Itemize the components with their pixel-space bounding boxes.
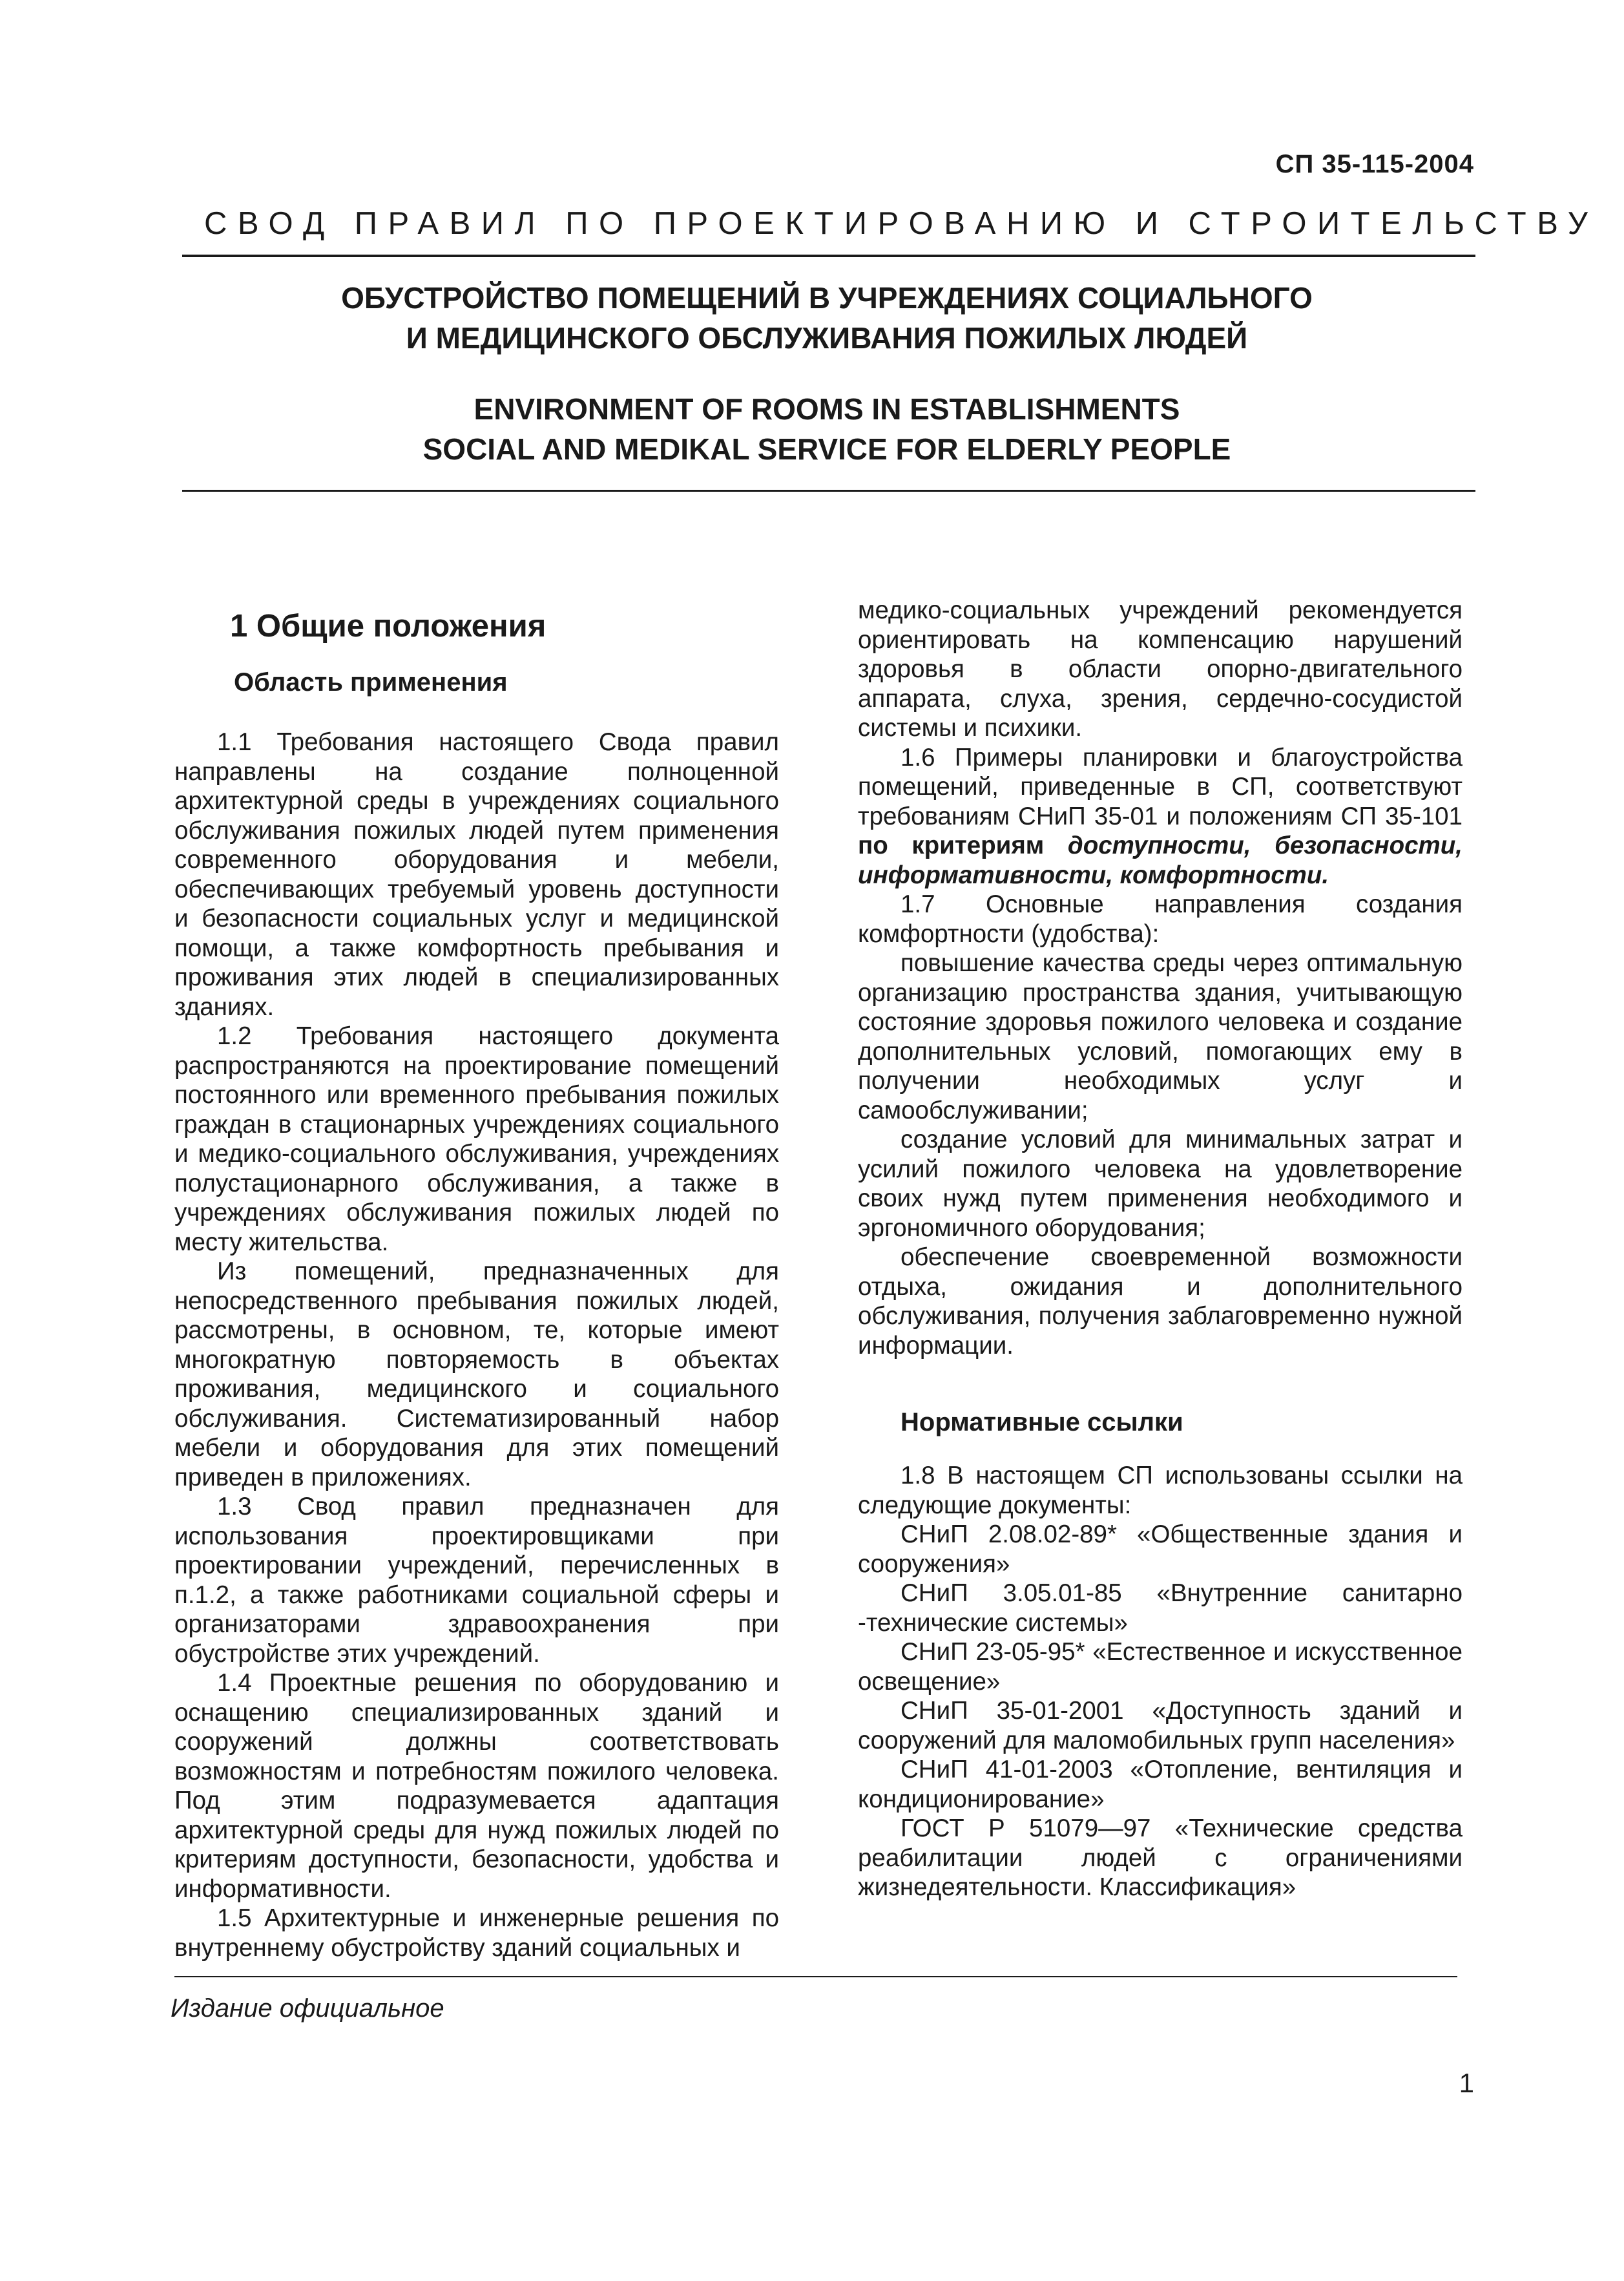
right-column — [858, 596, 1463, 1902]
reference-item: ГОСТ Р 51079—97 «Технические средства реабилитации людей с ограничениями жизнедеятельности. Классификация» — [858, 1814, 1463, 1901]
reference-item: СНиП 3.05.01-85 «Внутренние санитарно -технические системы» — [858, 1579, 1463, 1637]
footer-rule — [174, 1976, 1457, 1977]
paragraph-1-1: 1.1 Требования настоящего Свода правил направлены на создание полноценной архитектурной среды в учреждениях социального обслуживания пожилых людей путем применения современного оборудования и мебели, обеспечивающих требуемый уровень доступности и безопасности социальных услуг и медицинской помощи, а также комфортность пребывания и проживания этих людей в специализированных зданиях. — [174, 728, 779, 1021]
paragraph-1-2: 1.2 Требования настоящего документа распространяются на проектирование помещений постоянного или временного пребывания пожилых граждан в стационарных учреждениях социального и медико-социального обслуживания, учреждениях полустационарного обслуживания, а также в учреждениях обслуживания пожилых людей по месту жительства. — [174, 1022, 779, 1256]
reference-item: СНиП 35-01-2001 «Доступность зданий и сооружений для маломобильных групп населения» — [858, 1697, 1463, 1754]
series-title: СВОД ПРАВИЛ ПО ПРОЕКТИРОВАНИЮ И СТРОИТЕЛЬСТВУ — [204, 206, 1599, 241]
paragraph-1-6-text: 1.6 Примеры планировки и благоустройства помещений, приведенные в СП, соответствуют требованиям СНиП 35-01 и положениям СП 35-101 — [858, 743, 1463, 830]
reference-item: СНиП 41-01-2003 «Отопление, вентиляция и кондиционирование» — [858, 1756, 1463, 1813]
direction-item-2: создание условий для минимальных затрат и усилий пожилого человека на удовлетворение своих нужд путем применения необходимого и эргономичного оборудования; — [858, 1126, 1463, 1242]
paragraph-1-6 — [858, 743, 1463, 890]
paragraph-rooms: Из помещений, предназначенных для непосредственного пребывания пожилых людей, рассмотрены, в основном, те, которые имеют многократную повторяемость в объектах проживания, медицинского и социального обслуживания. Систематизированный набор мебели и оборудования для этих помещений приведен в приложениях. — [174, 1257, 779, 1491]
reference-item: СНиП 23-05-95* «Естественное и искусственное освещение» — [858, 1638, 1463, 1696]
paragraph-1-6-criteria: доступности, безопасности, информативности, комфортности. — [858, 832, 1463, 889]
paragraph-1-6-prefix: по критериям — [858, 832, 1045, 859]
official-edition-note: Издание официальное — [171, 1994, 444, 2023]
title-ru-line-1: ОБУСТРОЙСТВО ПОМЕЩЕНИЙ В УЧРЕЖДЕНИЯХ СОЦИАЛЬНОГО — [341, 281, 1313, 315]
paragraph-1-5: 1.5 Архитектурные и инженерные решения по внутреннему обустройству зданий социальных и — [174, 1904, 779, 1962]
reference-item: СНиП 2.08.02-89* «Общественные здания и сооружения» — [858, 1520, 1463, 1578]
section-heading: 1 Общие положения — [230, 609, 547, 644]
paragraph-1-5-continued: медико-социальных учреждений рекомендуется ориентировать на компенсацию нарушений здоровья в области опорно-двигательного аппарата, слуха, зрения, сердечно-сосудистой системы и психики. — [858, 596, 1463, 742]
document-title-ru — [181, 278, 1473, 358]
paragraph-1-8: 1.8 В настоящем СП использованы ссылки на следующие документы: — [858, 1462, 1463, 1519]
title-rule — [182, 490, 1475, 492]
page-number: 1 — [1459, 2068, 1474, 2098]
document-code: СП 35-115-2004 — [1275, 150, 1474, 178]
references-heading: Нормативные ссылки — [900, 1408, 1183, 1436]
direction-item-1: повышение качества среды через оптимальную организацию пространства здания, учитывающую состояние здоровья пожилого человека и создание дополнительных условий, помогающих ему в получении необходимых услуг и самообслуживании; — [858, 949, 1463, 1124]
title-en-line-2: SOCIAL AND MEDIKAL SERVICE FOR ELDERLY PEOPLE — [422, 432, 1231, 466]
paragraph-1-3: 1.3 Свод правил предназначен для использования проектировщиками при проектировании учреждений, перечисленных в п.1.2, а также работниками социальной сферы и организаторами здравоохранения при обустройстве этих учреждений. — [174, 1493, 779, 1668]
title-ru-line-2: И МЕДИЦИНСКОГО ОБСЛУЖИВАНИЯ ПОЖИЛЫХ ЛЮДЕЙ — [406, 321, 1248, 355]
paragraph-1-7: 1.7 Основные направления создания комфортности (удобства): — [858, 890, 1463, 948]
left-column — [174, 596, 779, 1962]
direction-item-3: обеспечение своевременной возможности отдыха, ожидания и дополнительного обслуживания, получения заблаговременно нужной информации. — [858, 1243, 1463, 1360]
paragraph-1-4: 1.4 Проектные решения по оборудованию и оснащению специализированных зданий и сооружений должны соответствовать возможностям и потребностям пожилого человека. Под этим подразумевается адаптация архитектурной среды для нужд пожилых людей по критериям доступности, безопасности, удобства и информативности. — [174, 1669, 779, 1903]
title-en-line-1: ENVIRONMENT OF ROOMS IN ESTABLISHMENTS — [474, 392, 1180, 426]
scope-heading: Область применения — [234, 668, 508, 697]
document-title-en — [181, 389, 1473, 469]
header-rule — [182, 255, 1475, 257]
